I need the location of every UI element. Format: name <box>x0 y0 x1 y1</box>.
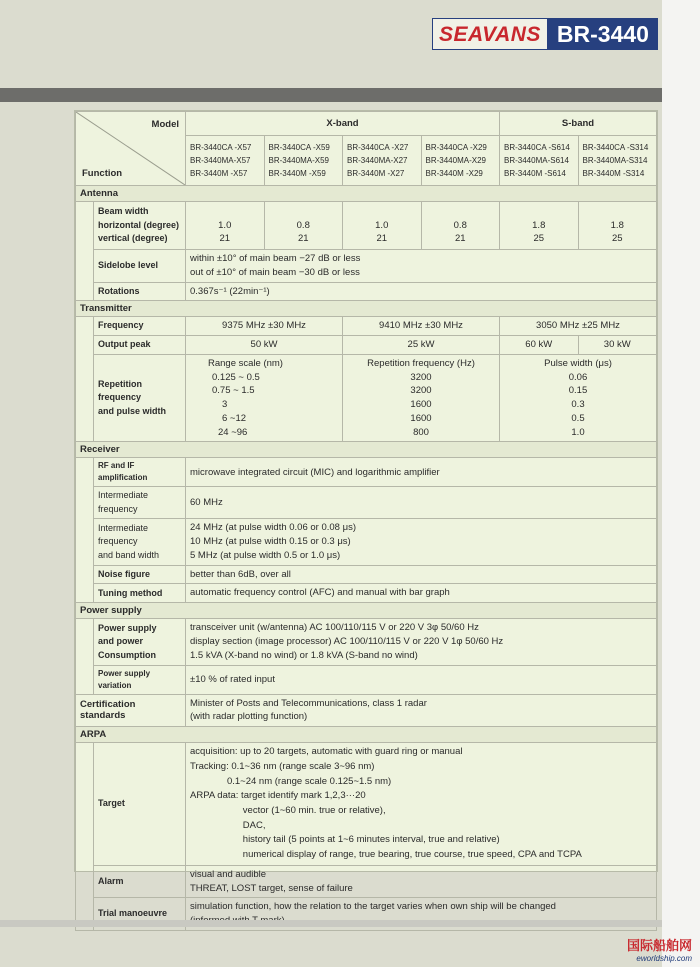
model-title: BR-3440 <box>548 18 658 50</box>
frequency-s: 3050 MHz ±25 MHz <box>500 317 657 336</box>
model-col-3: BR-3440CA -X27 BR-3440MA-X27 BR-3440M -X27 <box>343 136 422 186</box>
s-band-header: S-band <box>500 112 657 136</box>
output-peak-label: Output peak <box>94 336 186 355</box>
function-label: Function <box>82 168 123 179</box>
target-value: acquisition: up to 20 targets, automatic with guard ring or manual Tracking: 0.1~36 nm (range scale 3~96 nm) 0.1~24 nm (range scale 0.125~1.5 nm) ARPA data: target identify mark 1,2,3···20 vector (1~60 min. true or relative), DAC, history tail (5 points at 1~6 minutes interval, true and relative) numerical display of range, true bearing, true course, true speed, CPA and TCPA <box>186 743 657 866</box>
noise-figure-value: better than 6dB, over all <box>186 565 657 584</box>
power-variation-value: ±10 % of rated input <box>186 665 657 694</box>
x-band-header: X-band <box>186 112 500 136</box>
tuning-method-value: automatic frequency control (AFC) and manual with bar graph <box>186 584 657 603</box>
footer-stripe <box>0 920 662 927</box>
beam-width-3: 1.0 21 <box>343 202 422 250</box>
model-label: Model <box>151 119 179 130</box>
watermark-url: eworldship.com <box>636 954 692 963</box>
rf-if-label: RF and IF amplification <box>94 458 186 487</box>
sidelobe-label: Sidelobe level <box>94 250 186 283</box>
target-label: Target <box>94 743 186 866</box>
power-supply-label: Power supply and power Consumption <box>94 619 186 665</box>
range-scale-column: Range scale (nm) 0.125 ~ 0.5 0.75 ~ 1.5 3 6 ~12 24 ~96 <box>186 354 343 442</box>
rotations-label: Rotations <box>94 282 186 301</box>
watermark-cn: 国际船舶网 <box>626 938 692 953</box>
model-col-6: BR-3440CA -S314 BR-3440MA-S314 BR-3440M -S314 <box>578 136 657 186</box>
section-receiver: Receiver <box>76 442 657 458</box>
sidelobe-value: within ±10° of main beam −27 dB or less out of ±10° of main beam −30 dB or less <box>186 250 657 283</box>
beam-width-6: 1.8 25 <box>578 202 657 250</box>
section-antenna: Antenna <box>76 186 657 202</box>
model-function-header <box>76 112 186 186</box>
model-col-4: BR-3440CA -X29 BR-3440MA-X29 BR-3440M -X29 <box>421 136 500 186</box>
spec-sheet <box>74 110 658 919</box>
beam-width-4: 0.8 21 <box>421 202 500 250</box>
power-supply-value: transceiver unit (w/antenna) AC 100/110/115 V or 220 V 3φ 50/60 Hz display section (image processor) AC 100/110/115 V or 220 V 1φ 50/60 Hz 1.5 kVA (X-band no wind) or 1.8 kVA (S-band no wind) <box>186 619 657 665</box>
repetition-frequency-column: Repetition frequency (Hz) 3200 3200 1600 1600 800 <box>343 354 500 442</box>
frequency-label: Frequency <box>94 317 186 336</box>
model-col-5: BR-3440CA -S614 BR-3440MA-S614 BR-3440M -S614 <box>500 136 579 186</box>
watermark-logo <box>627 935 692 963</box>
output-peak-3: 60 kW <box>500 336 579 355</box>
header-stripe <box>0 88 662 102</box>
if-label: Intermediate frequency <box>94 487 186 519</box>
frequency-x-2: 9410 MHz ±30 MHz <box>343 317 500 336</box>
beam-width-2: 0.8 21 <box>264 202 343 250</box>
output-peak-4: 30 kW <box>578 336 657 355</box>
brand-logo: SEAVANS <box>432 18 548 50</box>
alarm-value: visual and audible THREAT, LOST target, sense of failure <box>186 865 657 898</box>
beam-width-5: 1.8 25 <box>500 202 579 250</box>
section-arpa: ARPA <box>76 727 657 743</box>
model-col-2: BR-3440CA -X59 BR-3440MA-X59 BR-3440M -X59 <box>264 136 343 186</box>
if-bandwidth-label: Intermediate frequency and band width <box>94 519 186 565</box>
rotations-value: 0.367s⁻¹ (22min⁻¹) <box>186 282 657 301</box>
header-logo <box>432 18 658 50</box>
rf-if-value: microwave integrated circuit (MIC) and logarithmic amplifier <box>186 458 657 487</box>
trial-manoeuvre-label: Trial manoeuvre <box>94 898 186 931</box>
if-value: 60 MHz <box>186 487 657 519</box>
certification-label: Certification standards <box>76 694 186 727</box>
noise-figure-label: Noise figure <box>94 565 186 584</box>
beam-width-label: Beam width horizontal (degree) vertical (degree) <box>94 202 186 250</box>
right-margin <box>662 0 700 967</box>
spec-table <box>75 111 657 931</box>
certification-value: Minister of Posts and Telecommunications, class 1 radar (with radar plotting function) <box>186 694 657 727</box>
beam-width-1: 1.0 21 <box>186 202 265 250</box>
tuning-method-label: Tuning method <box>94 584 186 603</box>
if-bandwidth-value: 24 MHz (at pulse width 0.06 or 0.08 μs) 10 MHz (at pulse width 0.15 or 0.3 μs) 5 MHz (at pulse width 0.5 or 1.0 μs) <box>186 519 657 565</box>
power-variation-label: Power supply variation <box>94 665 186 694</box>
pulse-width-column: Pulse width (μs) 0.06 0.15 0.3 0.5 1.0 <box>500 354 657 442</box>
repetition-label: Repetition frequency and pulse width <box>94 354 186 442</box>
alarm-label: Alarm <box>94 865 186 898</box>
frequency-x-1: 9375 MHz ±30 MHz <box>186 317 343 336</box>
output-peak-2: 25 kW <box>343 336 500 355</box>
section-power-supply: Power supply <box>76 603 657 619</box>
model-col-1: BR-3440CA -X57 BR-3440MA-X57 BR-3440M -X57 <box>186 136 265 186</box>
output-peak-1: 50 kW <box>186 336 343 355</box>
section-transmitter: Transmitter <box>76 301 657 317</box>
trial-manoeuvre-value: simulation function, how the relation to the target varies when own ship will be changed <box>186 898 657 931</box>
